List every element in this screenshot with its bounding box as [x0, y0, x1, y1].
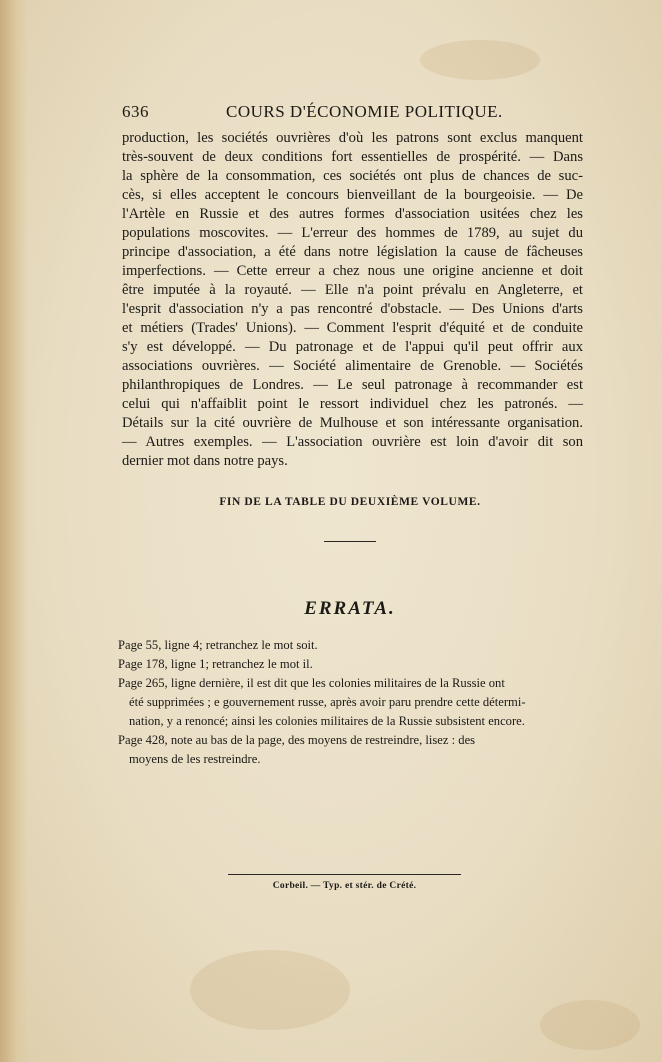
foxing-stain	[540, 1000, 640, 1050]
errata-entry	[118, 674, 578, 731]
running-header	[122, 100, 582, 126]
text-line: et métiers (Trades' Unions). — Comment l'esprit d'équité et de conduite	[122, 320, 583, 336]
errata-entry-text: Page 55, ligne 4; retranchez le mot soit.	[118, 638, 318, 652]
section-divider	[324, 541, 376, 542]
table-of-contents-text	[122, 129, 583, 471]
text-line: s'y est développé. — Du patronage et de l'appui qu'il peut offrir aux	[122, 339, 583, 355]
errata-entry-continuation: moyens de les restreindre.	[129, 752, 261, 766]
errata-entry	[118, 636, 578, 655]
foxing-stain	[190, 950, 350, 1030]
foxing-stain	[420, 40, 540, 80]
text-line: production, les sociétés ouvrières d'où les patrons sont exclus manquent	[122, 130, 583, 146]
text-line: philanthropiques de Londres. — Le seul patronage à recommander est	[122, 377, 583, 393]
printer-imprint: Corbeil. — Typ. et stér. de Crété.	[272, 881, 417, 891]
text-line: Détails sur la cité ouvrière de Mulhouse et son intéressante organisation.	[122, 415, 583, 431]
text-line: être imputée à la royauté. — Elle n'a point prévalu en Angleterre, et	[122, 282, 583, 298]
errata-entry-text: Page 428, note au bas de la page, des moyens de restreindre, lisez : des	[118, 733, 476, 747]
errata-entry	[118, 731, 578, 769]
running-title: COURS D'ÉCONOMIE POLITIQUE.	[226, 102, 503, 121]
text-line: celui qui n'affaiblit point le ressort individuel chez les patronés. —	[122, 396, 583, 412]
text-line: l'esprit d'association n'y a pas rencontré d'obstacle. — Des Unions d'arts	[122, 301, 583, 317]
errata-entry-text: Page 178, ligne 1; retranchez le mot il.	[118, 657, 313, 671]
errata-list	[118, 636, 578, 769]
footer-rule	[228, 874, 461, 875]
text-line: dernier mot dans notre pays.	[122, 453, 288, 469]
errata-entry	[118, 655, 578, 674]
errata-entry-text: Page 265, ligne dernière, il est dit que les colonies militaires de la Russie ont	[118, 676, 505, 690]
text-line: imperfections. — Cette erreur a chez nous une origine ancienne et doit	[122, 263, 583, 279]
text-line: très-souvent de deux conditions fort essentielles de prospérité. — Dans	[122, 149, 583, 165]
text-line: — Autres exemples. — L'association ouvrière est loin d'avoir dit son	[122, 434, 583, 450]
end-of-volume-notice: FIN DE LA TABLE DU DEUXIÈME VOLUME.	[219, 496, 481, 508]
text-line: populations moscovites. — L'erreur des hommes de 1789, au sujet du	[122, 225, 583, 241]
text-line: la sphère de la consommation, ces sociétés ont plus de chances de suc-	[122, 168, 583, 184]
text-line: associations ouvrières. — Société alimentaire de Grenoble. — Sociétés	[122, 358, 583, 374]
errata-entry-continuation: nation, y a renoncé; ainsi les colonies militaires de la Russie subsistent encore.	[129, 714, 525, 728]
text-line: principe d'association, a été dans notre législation la cause de fâcheuses	[122, 244, 583, 260]
text-line: cès, si elles acceptent le concours bienveillant de la bourgeoisie. — De	[122, 187, 583, 203]
page-edge-shadow	[0, 0, 28, 1062]
errata-heading: ERRATA.	[304, 598, 396, 619]
errata-entry-continuation: été supprimées ; e gouvernement russe, après avoir paru prendre cette détermi-	[129, 695, 526, 709]
text-line: l'Artèle en Russie et des autres formes d'association usitées chez les	[122, 206, 583, 222]
page-number: 636	[122, 102, 149, 121]
